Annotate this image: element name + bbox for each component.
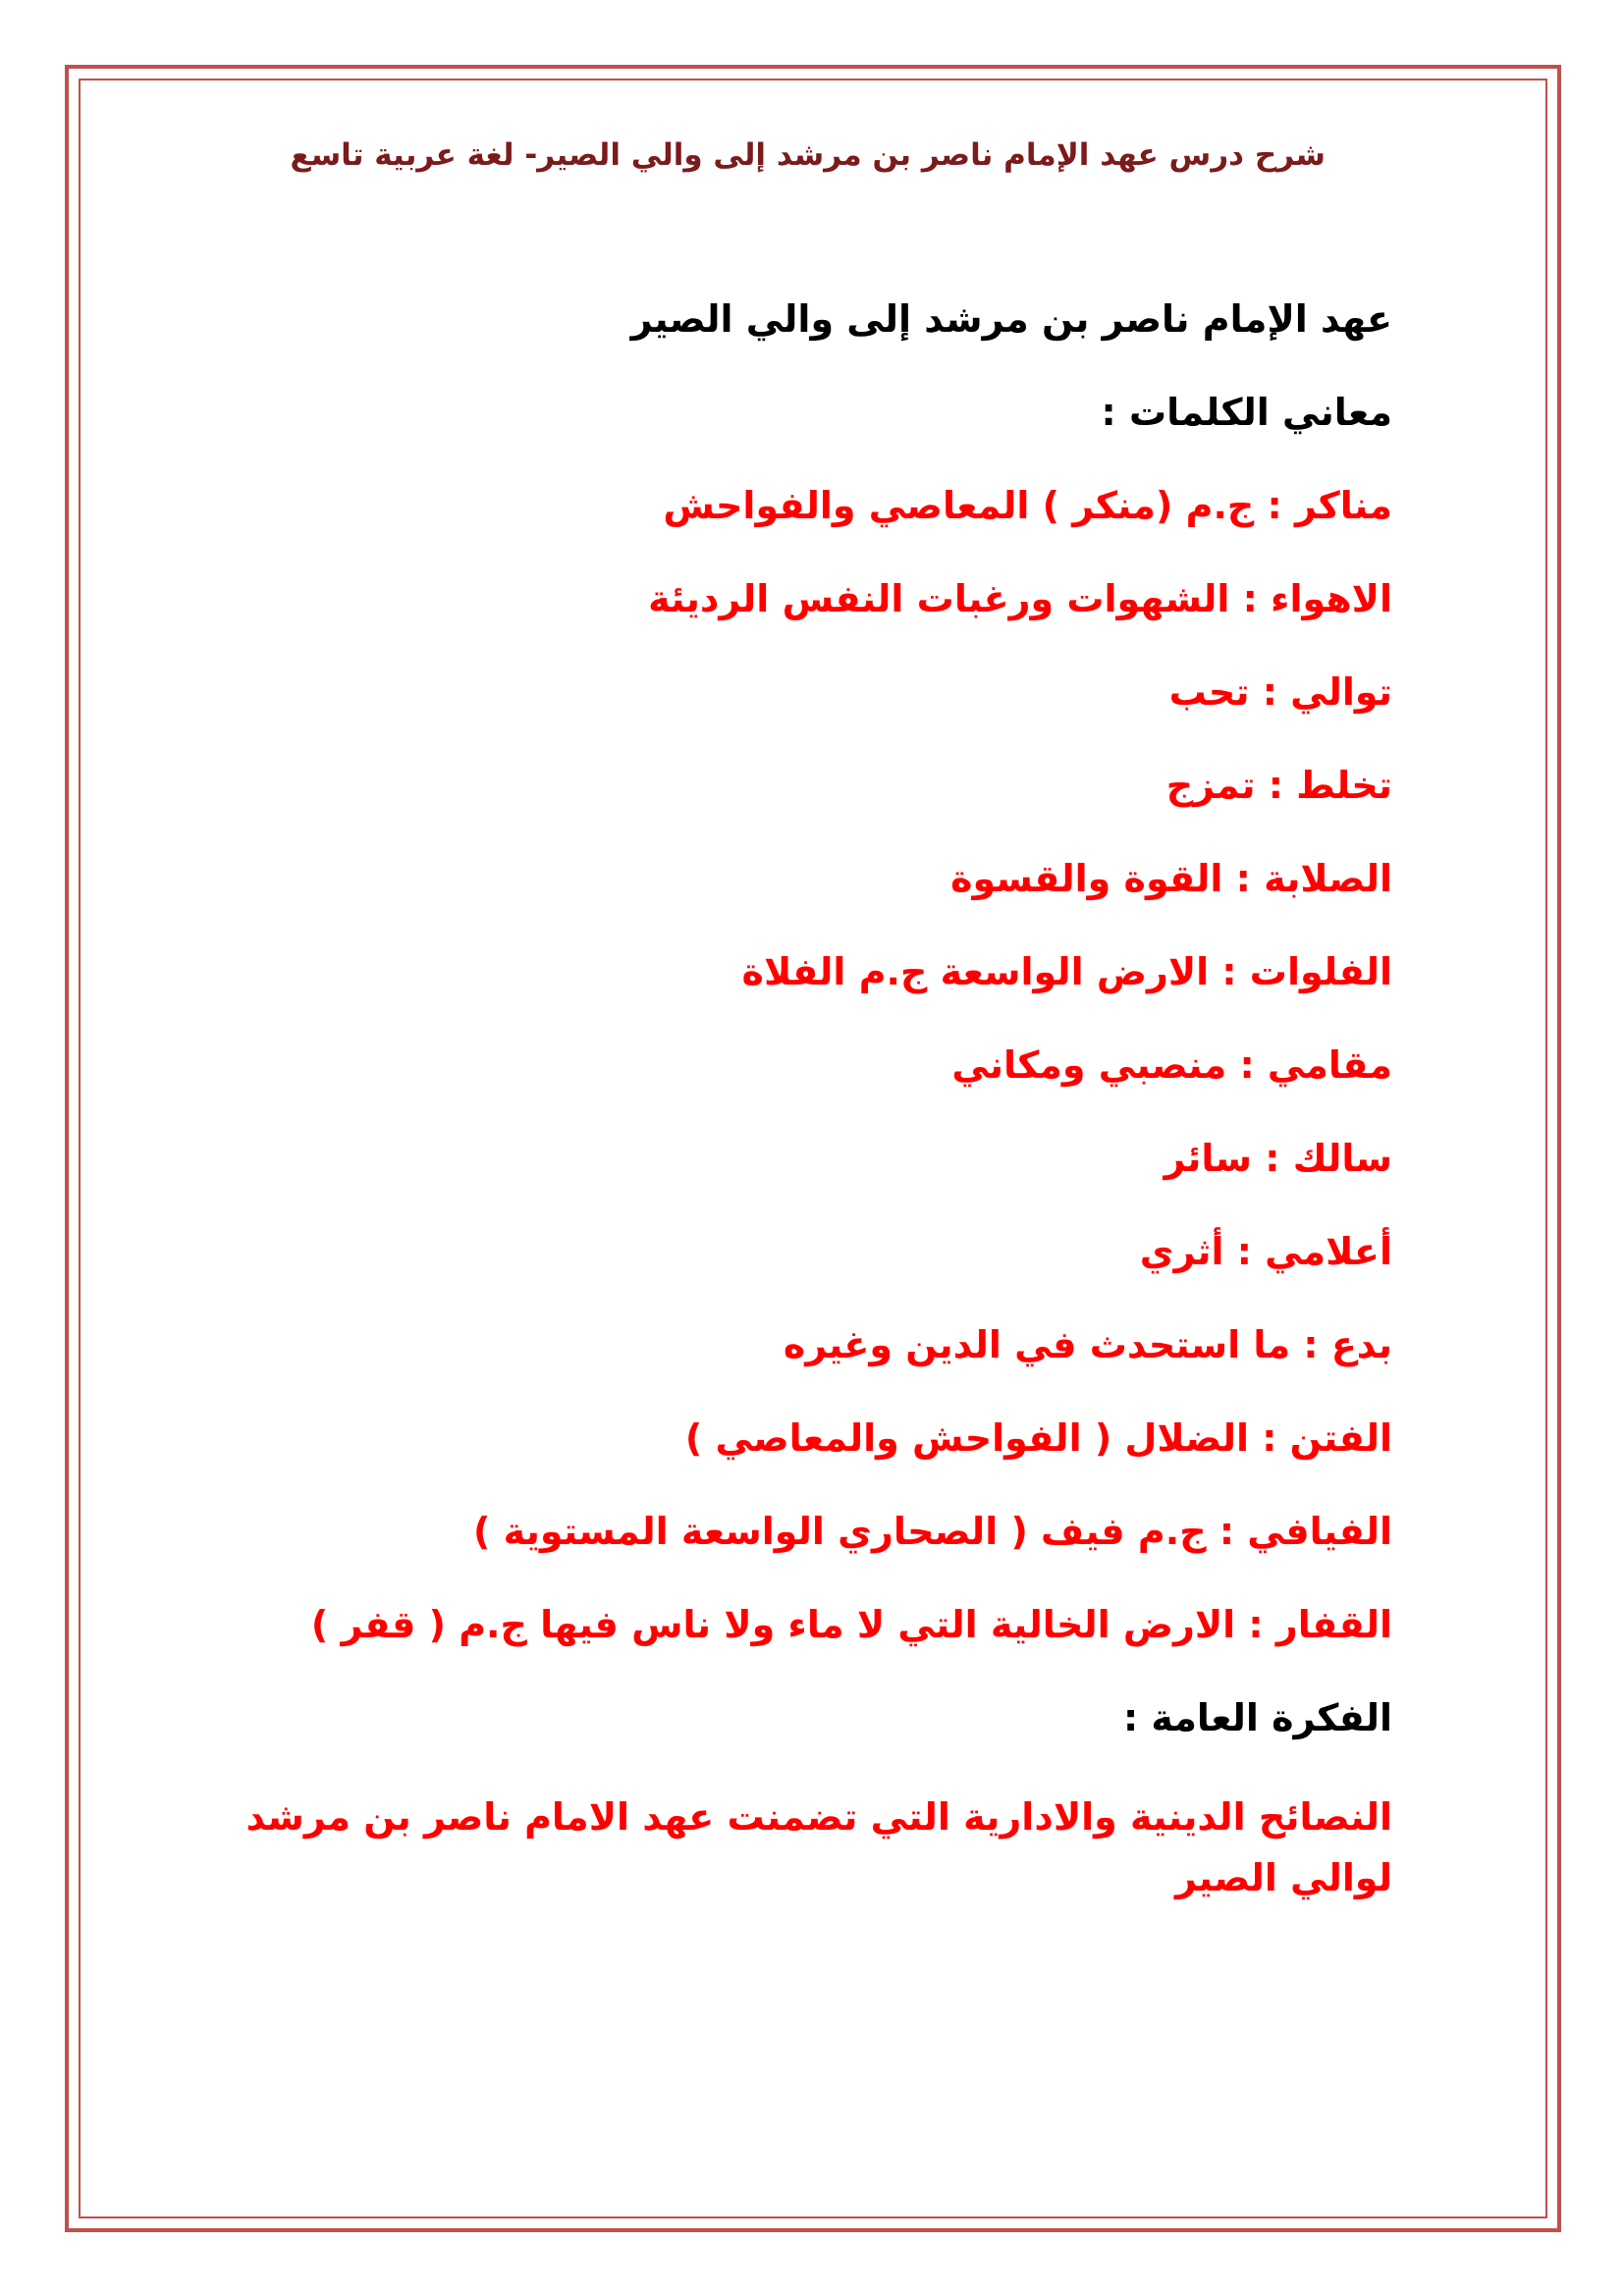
vocab-item: الاهواء : الشهوات ورغبات النفس الرديئة	[648, 577, 1392, 620]
idea-text: النصائح الدينية والادارية التي تضمنت عهد الامام ناصر بن مرشد لوالي الصير	[245, 1795, 1392, 1899]
vocab-heading: معاني الكلمات :	[1101, 391, 1392, 434]
vocab-item: الفيافي : ج.م فيف ( الصحاري الواسعة المستوية )	[472, 1510, 1392, 1553]
vocab-item: سالك : سائر	[1164, 1137, 1392, 1180]
vocab-item: توالي : تحب	[1168, 670, 1392, 714]
vocab-item: القفار : الارض الخالية التي لا ماء ولا ناس فيها ج.م ( قفر )	[310, 1603, 1392, 1646]
vocab-item: الفتن : الضلال ( الفواحش والمعاصي )	[684, 1416, 1392, 1460]
vocab-item: الفلوات : الارض الواسعة ج.م الفلاة	[741, 950, 1392, 993]
page-header: شرح درس عهد الإمام ناصر بن مرشد إلى والي الصير- لغة عربية تاسع	[290, 137, 1326, 173]
vocab-item: تخلط : تمزج	[1165, 764, 1392, 807]
vocab-item: مناكر : ج.م (منكر ) المعاصي والفواحش	[663, 484, 1392, 527]
idea-heading: الفكرة العامة :	[1122, 1696, 1392, 1739]
vocab-item: بدع : ما استحدث في الدين وغيره	[783, 1323, 1392, 1366]
vocab-item: مقامي : منصبي ومكاني	[951, 1043, 1392, 1087]
vocab-item: الصلابة : القوة والقسوة	[950, 857, 1392, 900]
lesson-content	[234, 294, 1392, 1908]
vocab-item: أعلامي : أثري	[1139, 1230, 1392, 1273]
lesson-title: عهد الإمام ناصر بن مرشد إلى والي الصير	[630, 297, 1392, 341]
